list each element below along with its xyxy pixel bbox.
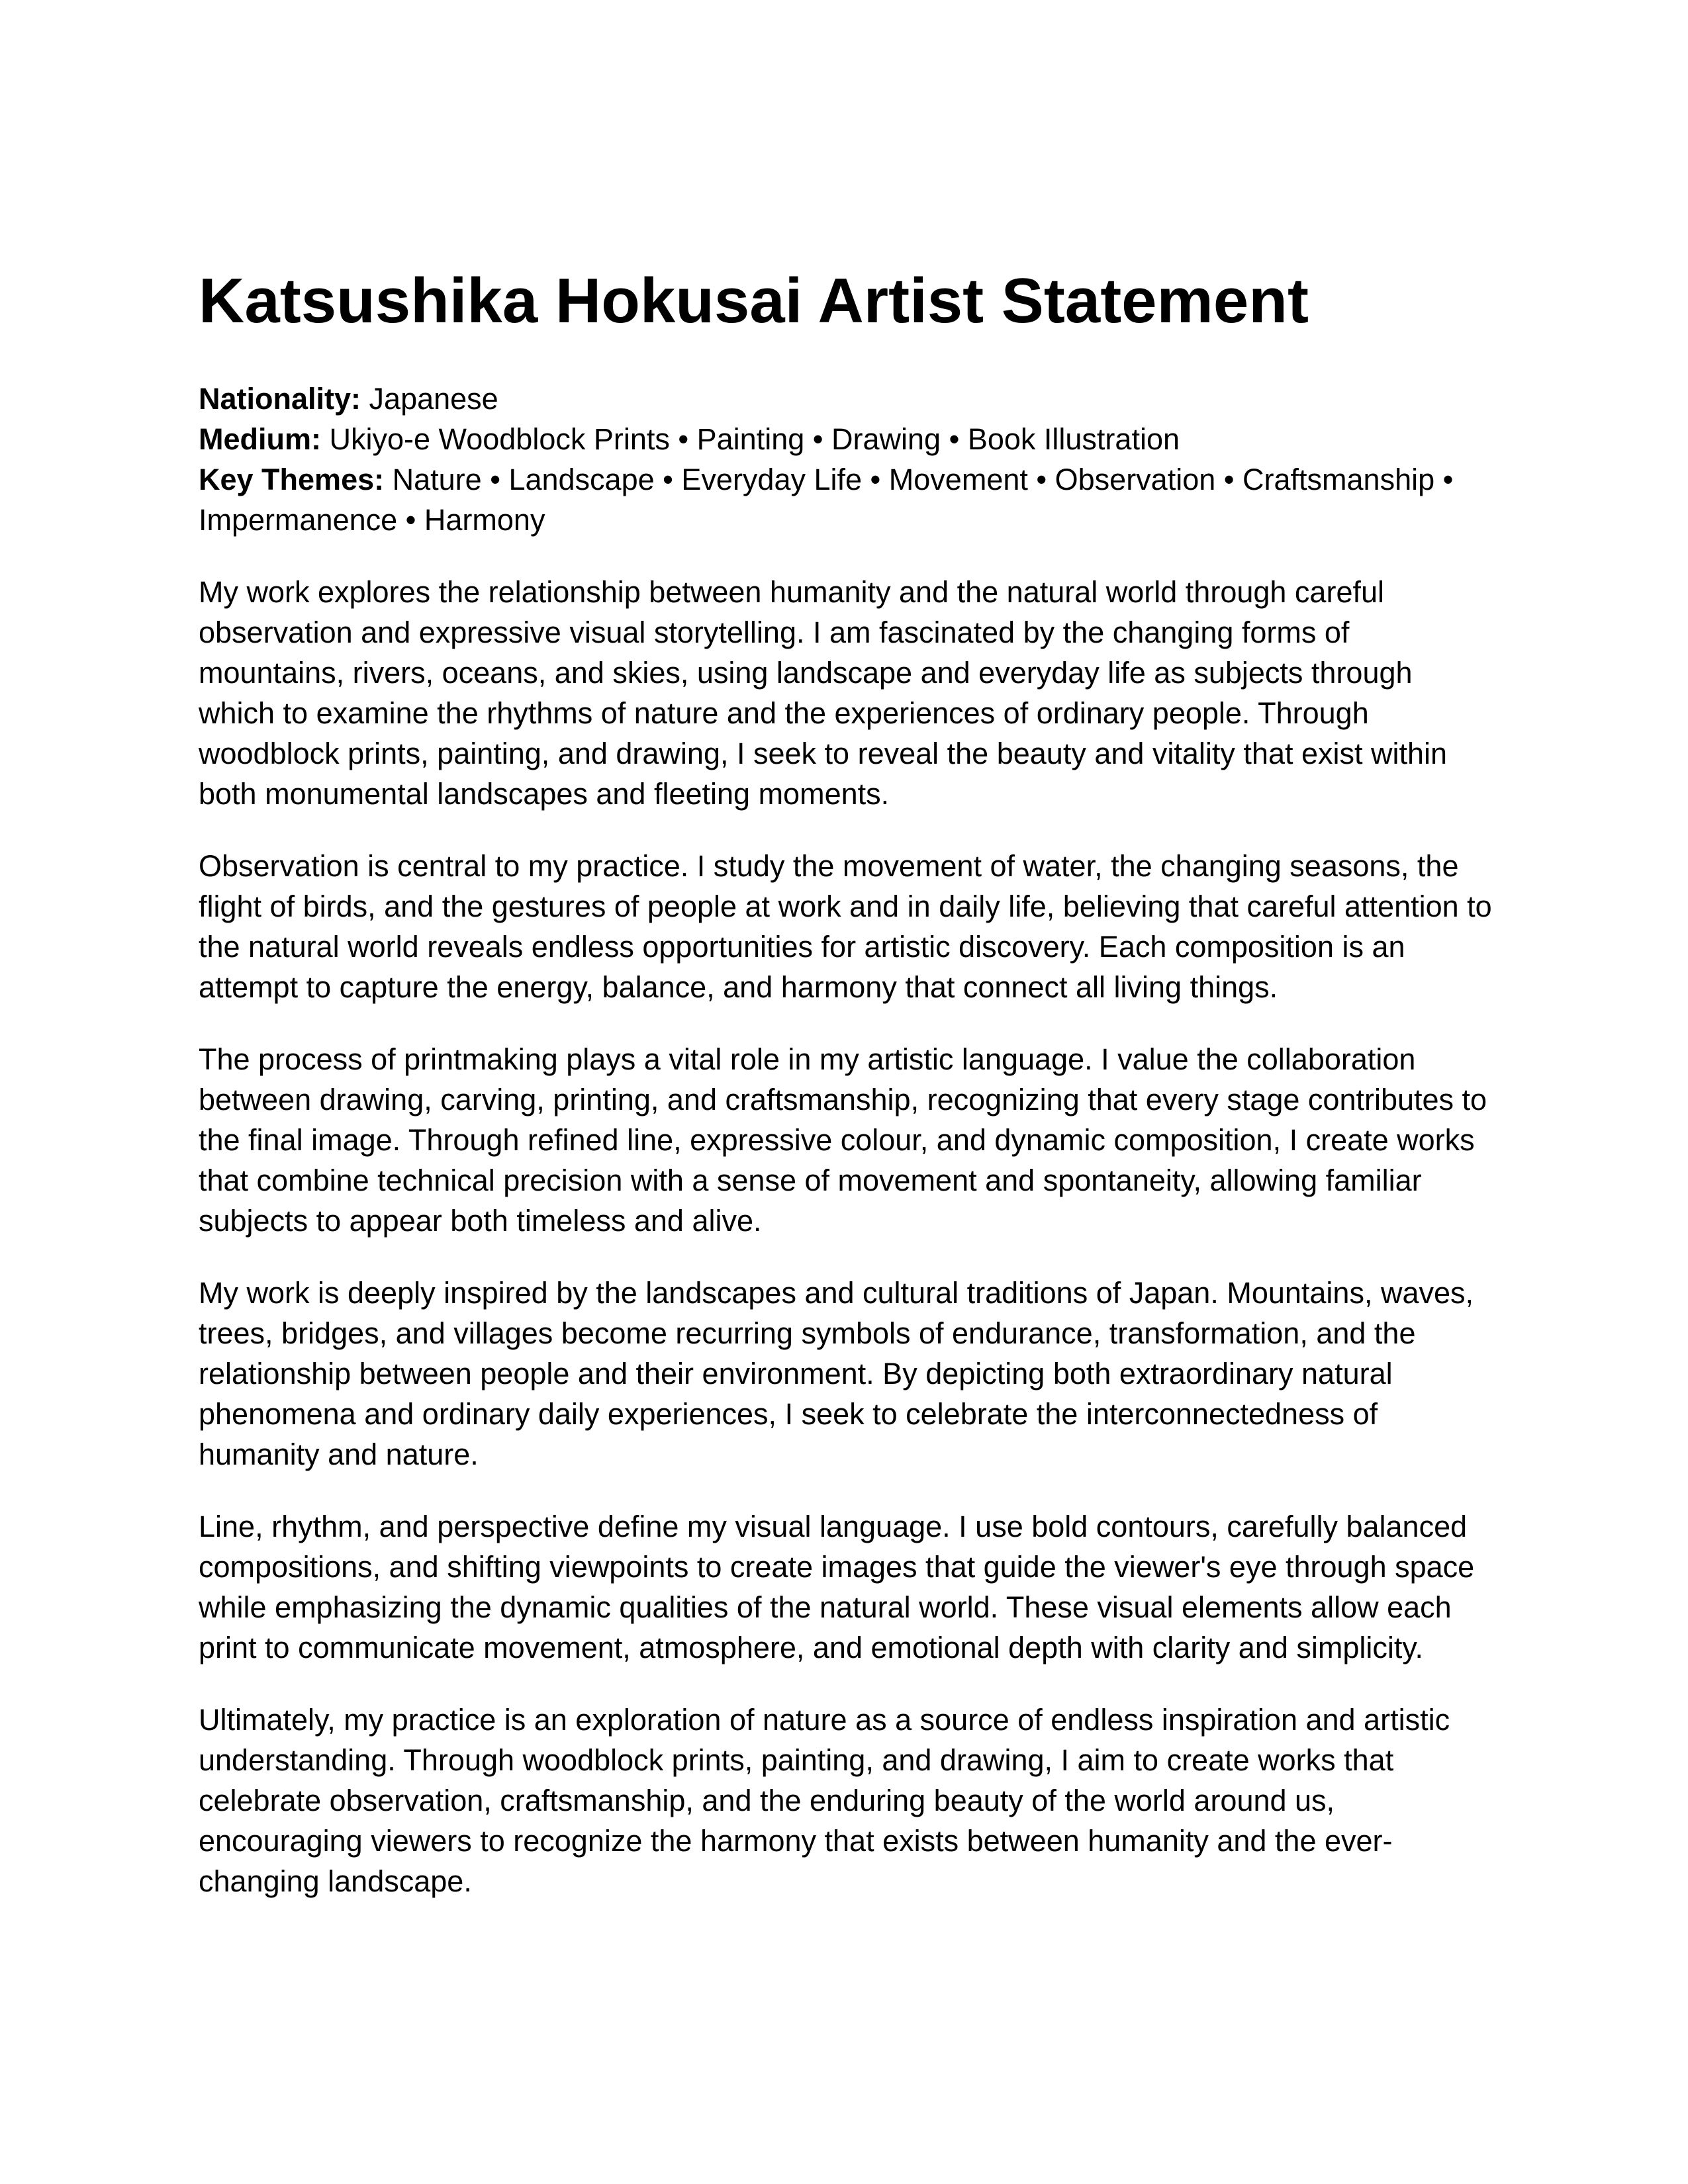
meta-key-themes-value: Nature • Landscape • Everyday Life • Movement • Observation • Craftsmanship • Impermanence • Harmony [199, 463, 1454, 537]
meta-medium-label: Medium: [199, 422, 321, 456]
meta-key-themes [199, 459, 1496, 540]
meta-nationality-label: Nationality: [199, 382, 361, 416]
paragraph-4: My work is deeply inspired by the landscapes and cultural traditions of Japan. Mountains, waves, trees, bridges, and villages become recurring symbols of endurance, transformation, and the relationship between people and their environment. By depicting both extraordinary natural phenomena and ordinary daily experiences, I seek to celebrate the interconnectedness of humanity and nature. [199, 1276, 1474, 1471]
meta-nationality [199, 379, 1496, 419]
paragraph-6: Ultimately, my practice is an exploration of nature as a source of endless inspiration and artistic understanding. Through woodblock prints, painting, and drawing, I aim to create works that celebrate observation, craftsmanship, and the enduring beauty of the world around us, encouraging viewers to recognize the harmony that exists between humanity and the ever-changing landscape. [199, 1703, 1450, 1898]
meta-medium-value: Ukiyo-e Woodblock Prints • Painting • Drawing • Book Illustration [329, 422, 1180, 456]
paragraph-3: The process of printmaking plays a vital role in my artistic language. I value the collaboration between drawing, carving, printing, and craftsmanship, recognizing that every stage contributes to the final image. Through refined line, expressive colour, and dynamic composition, I create works that combine technical precision with a sense of movement and spontaneity, allowing familiar subjects to appear both timeless and alive. [199, 1042, 1487, 1238]
meta-nationality-value: Japanese [369, 382, 498, 416]
meta-key-themes-label: Key Themes: [199, 463, 385, 496]
paragraph-1: My work explores the relationship between humanity and the natural world through careful observation and expressive visual storytelling. I am fascinated by the changing forms of mountains, rivers, oceans, and skies, using landscape and everyday life as subjects through which to examine the rhythms of nature and the experiences of ordinary people. Through woodblock prints, painting, and drawing, I seek to reveal the beauty and vitality that exist within both monumental landscapes and fleeting moments. [199, 575, 1448, 811]
paragraph-2: Observation is central to my practice. I study the movement of water, the changing seasons, the flight of birds, and the gestures of people at work and in daily life, believing that careful attention to the natural world reveals endless opportunities for artistic discovery. Each composition is an attempt to capture the energy, balance, and harmony that connect all living things. [199, 849, 1492, 1004]
metadata-block [199, 379, 1496, 540]
document-page [199, 251, 1496, 1901]
meta-medium [199, 419, 1496, 459]
paragraph-5: Line, rhythm, and perspective define my visual language. I use bold contours, carefully balanced compositions, and shifting viewpoints to create images that guide the viewer's eye through space while emphasizing the dynamic qualities of the natural world. These visual elements allow each print to communicate movement, atmosphere, and emotional depth with clarity and simplicity. [199, 1510, 1475, 1664]
document-title: Katsushika Hokusai Artist Statement [199, 265, 1309, 336]
